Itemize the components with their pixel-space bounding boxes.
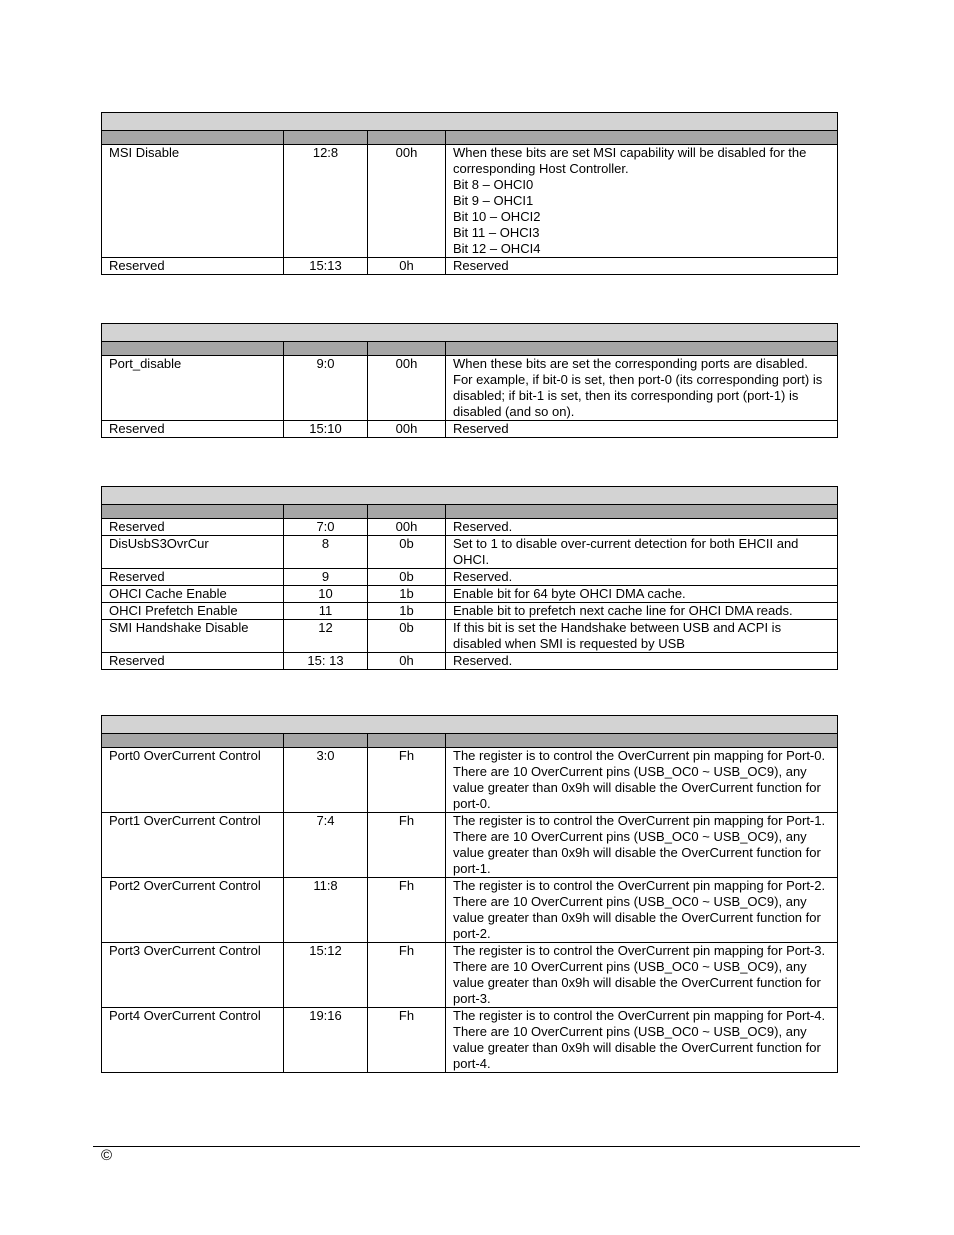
description: If this bit is set the Handshake between USB and ACPI is disabled when SMI is requested by USB <box>446 620 838 653</box>
field-name: Port3 OverCurrent Control <box>102 943 284 1008</box>
default-value: Fh <box>368 813 446 878</box>
table-title-bar <box>102 716 838 734</box>
table-row <box>102 653 838 670</box>
description-line: Bit 11 – OHCI3 <box>453 225 540 240</box>
description: Set to 1 to disable over-current detection for both EHCII and OHCI. <box>446 536 838 569</box>
description: The register is to control the OverCurrent pin mapping for Port-2. There are 10 OverCurrent pins (USB_OC0 ~ USB_OC9), any value greater than 0x9h will disable the OverCurrent function for port-2. <box>446 878 838 943</box>
default-value: Fh <box>368 748 446 813</box>
bits: 19:16 <box>284 1008 368 1073</box>
default-value: 00h <box>368 145 446 258</box>
table-header-row <box>102 734 838 748</box>
bits: 15:10 <box>284 421 368 438</box>
table-row <box>102 878 838 943</box>
bits: 12 <box>284 620 368 653</box>
default-value: 0h <box>368 258 446 275</box>
field-name: DisUsbS3OvrCur <box>102 536 284 569</box>
description: The register is to control the OverCurrent pin mapping for Port-0. There are 10 OverCurrent pins (USB_OC0 ~ USB_OC9), any value greater than 0x9h will disable the OverCurrent function for port-0. <box>446 748 838 813</box>
table-row <box>102 569 838 586</box>
table-row <box>102 258 838 275</box>
description: When these bits are set the corresponding ports are disabled. For example, if bit-0 is set, then port-0 (its corresponding port) is disabled; if bit-1 is set, then its corresponding port (port-1) is disabled (and so on). <box>446 356 838 421</box>
bits: 11 <box>284 603 368 620</box>
field-name: OHCI Prefetch Enable <box>102 603 284 620</box>
copyright-symbol: © <box>101 1147 113 1164</box>
description-line: Bit 9 – OHCI1 <box>453 193 534 208</box>
field-name: Reserved <box>102 258 284 275</box>
table-row <box>102 586 838 603</box>
footer-divider <box>93 1146 860 1147</box>
table-row <box>102 620 838 653</box>
description-line: Bit 8 – OHCI0 <box>453 177 534 192</box>
bits: 9 <box>284 569 368 586</box>
bits: 3:0 <box>284 748 368 813</box>
description-line: Bit 10 – OHCI2 <box>453 209 541 224</box>
bits: 7:0 <box>284 519 368 536</box>
description: Enable bit to prefetch next cache line for OHCI DMA reads. <box>446 603 838 620</box>
table-row <box>102 603 838 620</box>
default-value: 0b <box>368 620 446 653</box>
table-row <box>102 943 838 1008</box>
default-value: 0b <box>368 536 446 569</box>
field-name: Port1 OverCurrent Control <box>102 813 284 878</box>
bits: 11:8 <box>284 878 368 943</box>
bits: 12:8 <box>284 145 368 258</box>
bits: 8 <box>284 536 368 569</box>
register-table-port-disable <box>101 323 838 438</box>
default-value: 0b <box>368 569 446 586</box>
register-table-misc-control <box>101 486 838 670</box>
table-row <box>102 536 838 569</box>
table-title-bar <box>102 487 838 505</box>
field-name: Reserved <box>102 519 284 536</box>
default-value: 00h <box>368 519 446 536</box>
field-name: Port_disable <box>102 356 284 421</box>
bits: 15: 13 <box>284 653 368 670</box>
default-value: 1b <box>368 586 446 603</box>
default-value: Fh <box>368 943 446 1008</box>
table-row <box>102 356 838 421</box>
table-row <box>102 145 838 258</box>
table-row <box>102 519 838 536</box>
default-value: Fh <box>368 878 446 943</box>
bits: 7:4 <box>284 813 368 878</box>
description: Reserved. <box>446 519 838 536</box>
field-name: OHCI Cache Enable <box>102 586 284 603</box>
table-header-row <box>102 505 838 519</box>
description: Reserved. <box>446 653 838 670</box>
bits: 15:12 <box>284 943 368 1008</box>
field-name: Port2 OverCurrent Control <box>102 878 284 943</box>
table-row <box>102 748 838 813</box>
description: The register is to control the OverCurrent pin mapping for Port-1. There are 10 OverCurrent pins (USB_OC0 ~ USB_OC9), any value greater than 0x9h will disable the OverCurrent function for port-1. <box>446 813 838 878</box>
field-name: Port0 OverCurrent Control <box>102 748 284 813</box>
description: The register is to control the OverCurrent pin mapping for Port-4. There are 10 OverCurrent pins (USB_OC0 ~ USB_OC9), any value greater than 0x9h will disable the OverCurrent function for port-4. <box>446 1008 838 1073</box>
default-value: Fh <box>368 1008 446 1073</box>
default-value: 1b <box>368 603 446 620</box>
default-value: 00h <box>368 356 446 421</box>
bits: 9:0 <box>284 356 368 421</box>
bits: 15:13 <box>284 258 368 275</box>
field-name: Reserved <box>102 653 284 670</box>
default-value: 0h <box>368 653 446 670</box>
description: Reserved <box>446 421 838 438</box>
field-name: Port4 OverCurrent Control <box>102 1008 284 1073</box>
table-title-bar <box>102 113 838 131</box>
description: Reserved. <box>446 569 838 586</box>
field-name: MSI Disable <box>102 145 284 258</box>
table-row <box>102 421 838 438</box>
default-value: 00h <box>368 421 446 438</box>
description: Enable bit for 64 byte OHCI DMA cache. <box>446 586 838 603</box>
table-header-row <box>102 131 838 145</box>
description-line: When these bits are set MSI capability will be disabled for the corresponding Host Controller. <box>453 145 807 176</box>
table-row <box>102 1008 838 1073</box>
table-row <box>102 813 838 878</box>
description: The register is to control the OverCurrent pin mapping for Port-3. There are 10 OverCurrent pins (USB_OC0 ~ USB_OC9), any value greater than 0x9h will disable the OverCurrent function for port-3. <box>446 943 838 1008</box>
description <box>446 145 838 258</box>
bits: 10 <box>284 586 368 603</box>
field-name: Reserved <box>102 421 284 438</box>
field-name: Reserved <box>102 569 284 586</box>
register-table-msi <box>101 112 838 275</box>
description: Reserved <box>446 258 838 275</box>
register-table-overcurrent <box>101 715 838 1073</box>
field-name: SMI Handshake Disable <box>102 620 284 653</box>
table-header-row <box>102 342 838 356</box>
description-line: Bit 12 – OHCI4 <box>453 241 541 256</box>
table-title-bar <box>102 324 838 342</box>
